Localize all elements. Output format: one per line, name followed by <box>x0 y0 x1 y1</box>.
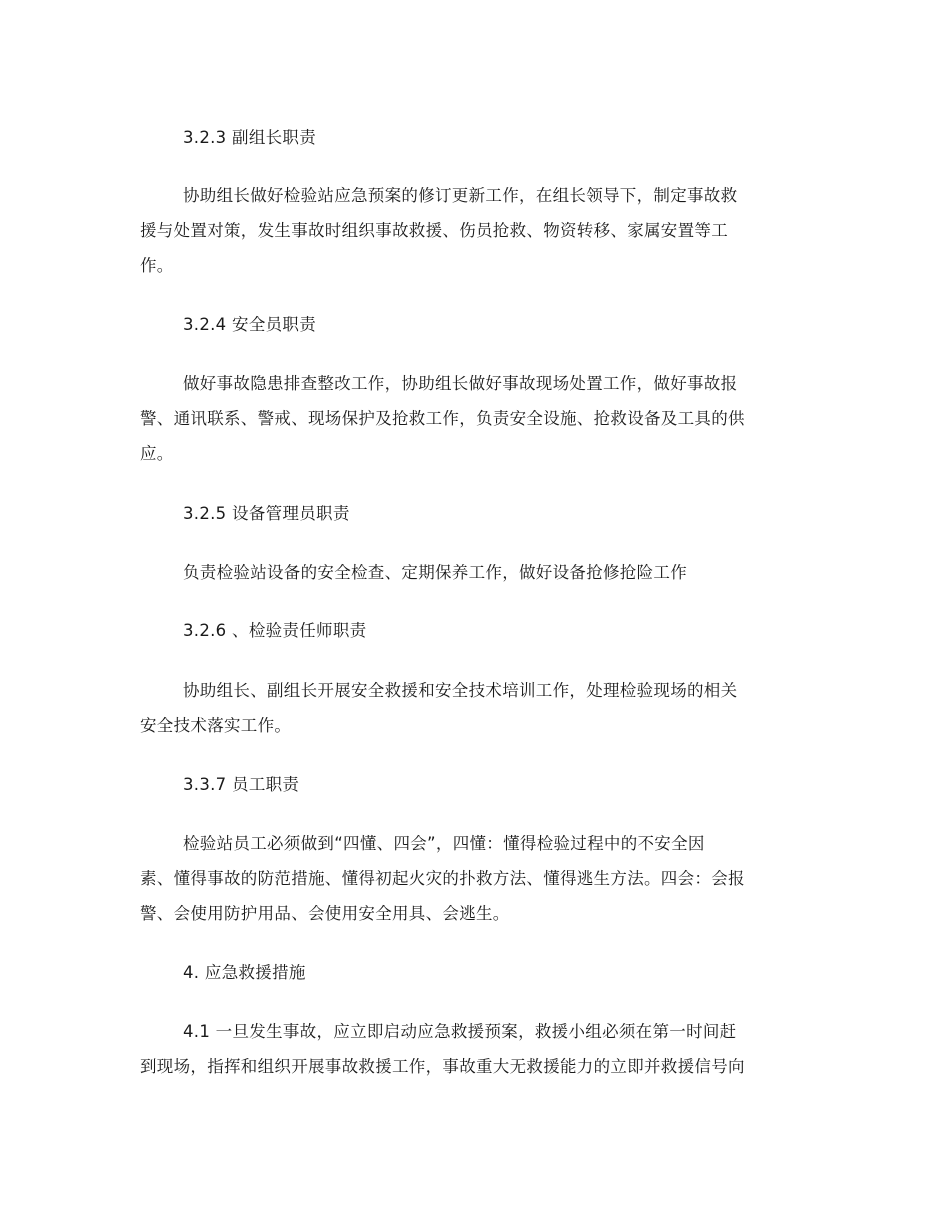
section-heading-3-3-7: 3.3.7 员工职责 <box>183 775 300 794</box>
paragraph-line: 负责检验站设备的安全检查、定期保养工作，做好设备抢修抢险工作 <box>183 563 687 582</box>
paragraph-line: 应。 <box>140 444 174 463</box>
section-heading-3-2-6: 3.2.6 、检验责任师职责 <box>183 621 367 640</box>
paragraph-line: 警、会使用防护用品、会使用安全用具、会逃生。 <box>140 904 510 923</box>
paragraph-line: 素、懂得事故的防范措施、懂得初起火灾的扑救方法、懂得逃生方法。四会：会报 <box>140 869 745 888</box>
section-heading-3-2-4: 3.2.4 安全员职责 <box>183 315 317 334</box>
paragraph-line: 警、通讯联系、警戒、现场保护及抢救工作，负责安全设施、抢救设备及工具的供 <box>140 409 745 428</box>
paragraph-line: 4.1 一旦发生事故，应立即启动应急救援预案，救援小组必须在第一时间赶 <box>183 1022 737 1041</box>
paragraph-line: 作。 <box>140 256 174 275</box>
section-heading-4: 4. 应急救援措施 <box>183 963 306 982</box>
section-heading-3-2-3: 3.2.3 副组长职责 <box>183 128 317 147</box>
paragraph-line: 做好事故隐患排查整改工作，协助组长做好事故现场处置工作，做好事故报 <box>183 374 738 393</box>
paragraph-line: 援与处置对策，发生事故时组织事故救援、伤员抢救、物资转移、家属安置等工 <box>140 221 728 240</box>
section-heading-3-2-5: 3.2.5 设备管理员职责 <box>183 504 350 523</box>
paragraph-line: 协助组长做好检验站应急预案的修订更新工作，在组长领导下，制定事故救 <box>183 186 738 205</box>
paragraph-line: 安全技术落实工作。 <box>140 716 292 735</box>
paragraph-line: 到现场，指挥和组织开展事故救援工作，事故重大无救援能力的立即并救援信号向 <box>140 1057 745 1076</box>
paragraph-line: 检验站员工必须做到“四懂、四会”，四懂：懂得检验过程中的不安全因 <box>183 834 705 853</box>
paragraph-line: 协助组长、副组长开展安全救援和安全技术培训工作，处理检验现场的相关 <box>183 681 738 700</box>
